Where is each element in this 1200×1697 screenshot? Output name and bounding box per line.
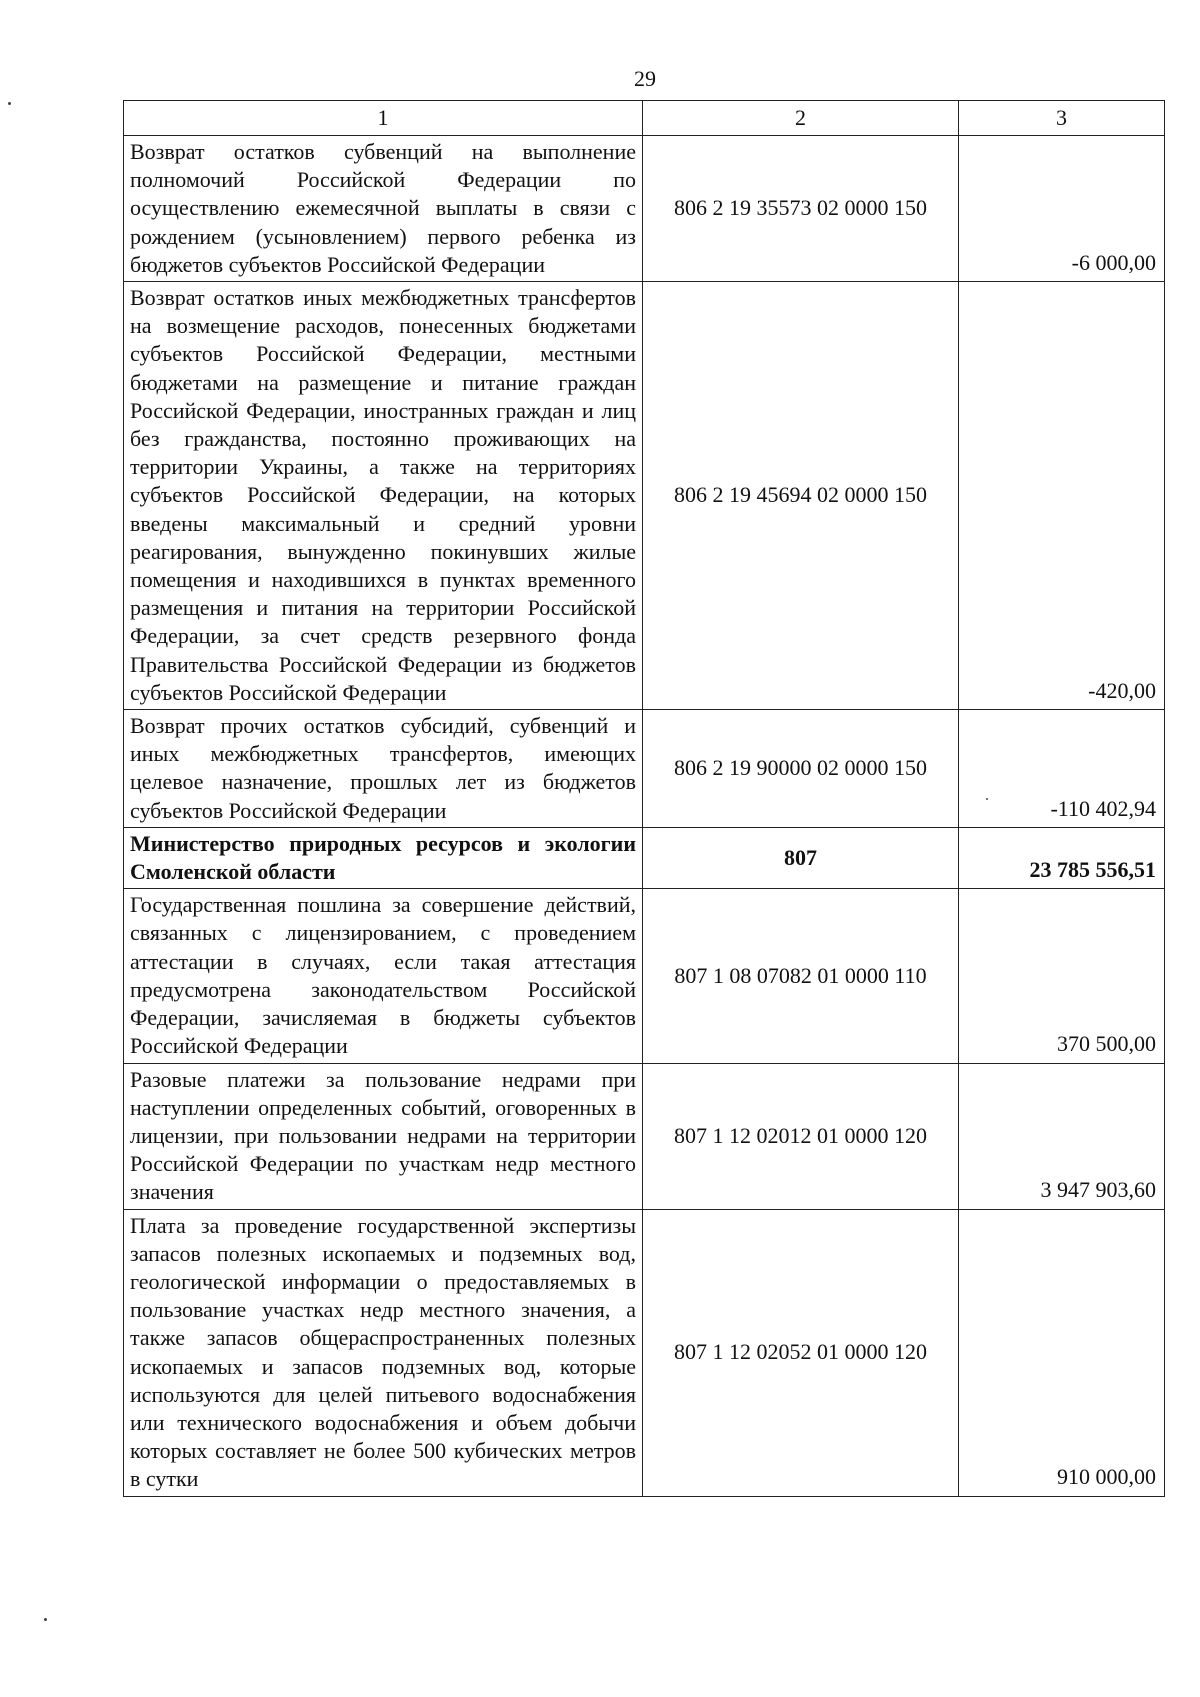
row-amount: 3 947 903,60 xyxy=(959,1063,1165,1209)
table-row-ministry xyxy=(124,827,1165,888)
table-header-row xyxy=(124,101,1165,136)
row-code: 807 1 12 02012 01 0000 120 xyxy=(643,1063,959,1209)
row-name: Возврат остатков иных межбюджетных трансфертов на возмещение расходов, понесенных бюджетами субъектов Российской Федерации, местными бюджетами на размещение и питание граждан Российской Федерации, иностранных граждан и лиц без гражданства, постоянно проживающих на территории Украины, а также на территориях субъектов Российской Федерации, на которых введены максимальный и средний уровни реагирования, вынужденно покинувших жилые помещения и находившихся в пунктах временного размещения и питания на территории Российской Федерации, за счет средств резервного фонда Правительства Российской Федерации из бюджетов субъектов Российской Федерации xyxy=(124,282,643,710)
table-row xyxy=(124,282,1165,710)
row-code: 807 1 12 02052 01 0000 120 xyxy=(643,1209,959,1496)
revenue-table xyxy=(123,100,1165,1497)
row-name: Возврат прочих остатков субсидий, субвенций и иных межбюджетных трансфертов, имеющих целевое назначение, прошлых лет из бюджетов субъектов Российской Федерации xyxy=(124,710,643,828)
table-row xyxy=(124,1063,1165,1209)
row-name: Разовые платежи за пользование недрами при наступлении определенных событий, оговоренных в лицензии, при пользовании недрами на территории Российской Федерации по участкам недр местного значения xyxy=(124,1063,643,1209)
table-row xyxy=(124,710,1165,828)
page-number: 29 xyxy=(634,66,656,91)
column-header-3: 3 xyxy=(959,101,1165,136)
table-row xyxy=(124,136,1165,282)
row-amount: 910 000,00 xyxy=(959,1209,1165,1496)
scan-speck xyxy=(44,1618,47,1621)
row-code: 806 2 19 45694 02 0000 150 xyxy=(643,282,959,710)
ministry-total: 23 785 556,51 xyxy=(959,827,1165,888)
row-code: 806 2 19 35573 02 0000 150 xyxy=(643,136,959,282)
column-header-1: 1 xyxy=(124,101,643,136)
table-row xyxy=(124,889,1165,1063)
row-name: Возврат остатков субвенций на выполнение полномочий Российской Федерации по осуществлению ежемесячной выплаты в связи с рождением (усыновлением) первого ребенка из бюджетов субъектов Российской Федерации xyxy=(124,136,643,282)
row-name: Плата за проведение государственной экспертизы запасов полезных ископаемых и подземных вод, геологической информации о предоставляемых в пользование участках недр местного значения, а также запасов общераспространенных полезных ископаемых и запасов подземных вод, которые используются для целей питьевого водоснабжения или технического водоснабжения и объем добычи которых составляет не более 500 кубических метров в сутки xyxy=(124,1209,643,1496)
row-amount: -6 000,00 xyxy=(959,136,1165,282)
ministry-name: Министерство природных ресурсов и экологии Смоленской области xyxy=(124,827,643,888)
scan-speck xyxy=(8,102,11,105)
ministry-code: 807 xyxy=(643,827,959,888)
scan-speck xyxy=(986,798,988,800)
column-header-2: 2 xyxy=(643,101,959,136)
row-name: Государственная пошлина за совершение действий, связанных с лицензированием, с проведением аттестации в случаях, если такая аттестация предусмотрена законодательством Российской Федерации, зачисляемая в бюджеты субъектов Российской Федерации xyxy=(124,889,643,1063)
row-amount: -110 402,94 xyxy=(959,710,1165,828)
table-row xyxy=(124,1209,1165,1496)
row-code: 807 1 08 07082 01 0000 110 xyxy=(643,889,959,1063)
row-amount: 370 500,00 xyxy=(959,889,1165,1063)
row-code: 806 2 19 90000 02 0000 150 xyxy=(643,710,959,828)
row-amount: -420,00 xyxy=(959,282,1165,710)
